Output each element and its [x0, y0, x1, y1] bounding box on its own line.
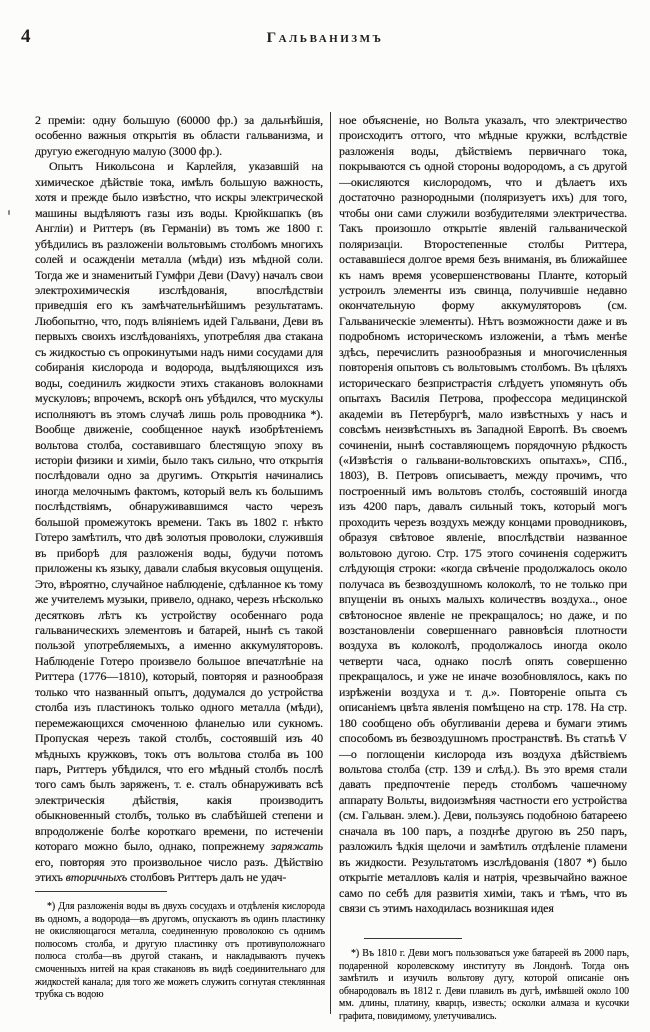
text-run: 2 преміи: одну большую (60000 фр.) за дальнѣйшія, особенно важныя открытія въ области гальванизма, и другую ежегодную малую (3000 фр.). [35, 113, 323, 158]
italic-text-run: заряжать [270, 839, 323, 854]
italic-text-run: вторичныхъ [65, 870, 128, 885]
text-run: столбовъ Риттеръ далъ не удач- [127, 870, 287, 885]
running-title: Гальванизмъ [266, 30, 384, 46]
left-footnote-rule [35, 891, 167, 892]
text-run: его, повторяя это произвольное число разъ. Дѣйствію этихъ [35, 854, 323, 885]
right-footnote: *) Въ 1810 г. Деви могъ пользоваться уже батареей въ 2000 паръ, подаренной королевскому институту въ Лондонѣ. Тогда онъ замѣтилъ и изучилъ вольтову дугу, которой описаніе онъ обнародовалъ въ 1812 г. Деви плавилъ въ дугѣ, имѣвшей около 100 мм. длины, платину, кварцъ, известь; осколки алмаза и кусочки графита, повидимому, улетучивались. [339, 948, 629, 1022]
right-column [339, 113, 627, 923]
text-run: ное объясненіе, но Вольта указалъ, что электричество происходитъ оттого, что мѣдные кружки, вслѣдствіе разложенія воды, дѣйствіемъ первичнаго тока, покрываются съ одной стороны водородомъ, а съ другой—окисляются кислородомъ, что и дѣлаетъ ихъ достаточно разнородными (поляризуетъ ихъ) для того, чтобы они сами служили возбудителями электричества. Такъ произошло открытіе явленій гальванической поляризаціи. Второстепенные столбы Риттера, остававшіеся долгое время безъ вниманія, въ ближайшее къ намъ время усовершенствованы Планте, который устроилъ элементы изъ свинца, получившіе недавно окончательную форму аккумуляторовъ (см. Гальваническіе элементы). Нѣтъ возможности даже и въ подробномъ историческомъ изложеніи, а тѣмъ менѣе здѣсь, перечислить разнообразныя и многочисленныя повторенія опытовъ съ вольтовымъ столбомъ. Въ цѣляхъ историческаго безпристрастія слѣдуетъ упомянуть объ опытахъ Василія Петрова, профессора медицинской академіи въ Петербургѣ, мало извѣстныхъ у насъ и совсѣмъ неизвѣстныхъ въ Западной Европѣ. Въ своемъ сочиненіи, нынѣ составляющемъ порядочную рѣдкость («Извѣстія о гальвани-вольтовскихъ опытахъ», СПб., 1803), В. Петровъ описываетъ, между прочимъ, что построенный имъ вольтовъ столбъ, состоявшій иногда изъ 4200 паръ, давалъ сильный токъ, который могъ проходить черезъ воздухъ между концами проводниковъ, образуя свѣтовое явленіе, впослѣдствіи названное вольтовою дугою. Стр. 175 этого сочиненія содержитъ слѣдующія строки: «когда свѣченіе продолжалось около получаса въ безвоздушномъ колоколѣ, то не только при впущеніи въ оныхъ малыхъ количествъ воздуха.., оное свѣтоносное явленіе не прекращалось; но даже, и по возстановленіи совершеннаго равновѣсія плотности воздуха въ колоколѣ, продолжалось иногда около четверти часа, однако послѣ опять совершенно прекращалось, и уже не иначе возобновлялось, какъ по изрѣженіи воздуха и т. д.». Повтореніе опыта съ описаніемъ цвѣта явленія помѣщено на стр. 178. На стр. 180 сообщено объ обугливаніи дерева и бумаги этимъ способомъ въ безвоздушномъ пространствѣ. Въ статьѣ V—о поглощеніи кислорода изъ воздуха дѣйствіемъ вольтова столба (стр. 139 и слѣд.). Въ это время стали давать предпочтеніе передъ столбомъ чашечному аппарату Вольты, видоизмѣняя частности его устройства (см. Гальван. элем.). Деви, пользуясь подобною батареею сначала въ 100 паръ, а позднѣе другою въ 250 паръ, разложилъ ѣдкія щелочи и замѣтилъ отдѣленіе пламени въ жидкости. Результатомъ изслѣдованія (1807 *) было открытіе металловъ калія и натрія, чрезвычайно важное само по себѣ для развитія химіи, такъ и тѣмъ, что въ связи съ этимъ находилась возникшая идея [339, 113, 627, 916]
column-divider-rule [330, 112, 331, 1014]
page-number: 4 [21, 26, 31, 47]
paragraph [35, 113, 323, 159]
left-column [35, 113, 323, 887]
right-footnote-rule [364, 938, 462, 939]
paragraph [35, 159, 323, 885]
left-footnote: *) Для разложенія воды въ двухъ сосудахъ и отдѣленія кислорода въ одномъ, а водорода—въ другомъ, опускаютъ въ одинъ пластинку не окисляющагося металла, соединенную проволокою съ однимъ полюсомъ столба, и другую пластинку отъ противуположнаго полюса столба—въ другой стаканъ, и накладываютъ пучекъ смоченныхъ нитей на края стакановъ въ видѣ соединительнаго для жидкостей канала; для того же можетъ служить согнутая стеклянная трубка съ водою [35, 901, 325, 1001]
text-run: Опытъ Никольсона и Карлейля, указавшій на химическое дѣйствіе тока, имѣлъ большую важность, хотя и прежде было извѣстно, что искры электрической машины выдѣляютъ газы изъ воды. Крюйкшапкъ (въ Англіи) и Риттеръ (въ Германіи) въ томъ же 1800 г. убѣдились въ разложеніи вольтовымъ столбомъ многихъ солей и осажденіи металла (мѣди) изъ мѣдной соли. Тогда же и знаменитый Гумфри Деви (Davy) началъ свои электрохимическія изслѣдованія, впослѣдствіи приведшія его къ замѣчательнѣйшимъ результатамъ. Любопытно, что, подъ вліяніемъ идей Гальвани, Деви въ первыхъ своихъ изслѣдованіяхъ, употребляя два стакана съ жидкостью съ опрокинутыми надъ ними сосудами для собиранія кислорода и водорода, выдѣляющихся изъ воды, соединилъ жидкости этихъ стакановъ волокнами мускуловъ; впрочемъ, вскорѣ онъ убѣдился, что мускулы исполняютъ въ этомъ случаѣ лишь роль проводника *). Вообще движеніе, сообщенное наукѣ изобрѣтеніемъ вольтова столба, составившаго блестящую эпоху въ исторіи физики и химіи, было такъ сильно, что открытія послѣдовали одно за другимъ. Открытія начинались иногда мелочнымъ фактомъ, который велъ къ большимъ послѣдствіямъ, обнаруживавшимся часто черезъ большой промежутокъ времени. Такъ въ 1802 г. нѣкто Готеро замѣтилъ, что двѣ золотыя проволоки, служившія въ приборѣ для разложенія воды, будучи потомъ приложены къ языку, давали слабыя вкусовыя ощущенія. Это, вѣроятно, случайное наблюденіе, сдѣланное къ тому же учителемъ музыки, привело, однако, черезъ нѣсколько десятковъ лѣтъ къ устройству особеннаго рода гальваническихъ элементовъ и батарей, нынѣ съ такой пользой употребляемыхъ, а именно аккумуляторовъ. Наблюденіе Готеро произвело большое впечатлѣніе на Риттера (1776—1810), который, повторяя и разнообразя только что названный опытъ, додумался до устройства столба изъ пластинокъ только одного металла (мѣди), перемежающихся смоченною фланелью или сукномъ. Пропуская черезъ такой столбъ, состоявшій изъ 40 мѣдныхъ кружковъ, токъ отъ вольтова столба въ 100 паръ, Риттеръ убѣдился, что его мѣдный столбъ послѣ того самъ былъ заряженъ, т. е. сталъ обнаруживать всѣ электрическія дѣйствія, какія производитъ обыкновенный столбъ, только въ слабѣйшей степени и впродолженіе болѣе короткаго времени, по истеченіи котораго можно было, однако, попрежнему [35, 159, 323, 854]
scan-speck [8, 210, 10, 215]
paragraph [339, 113, 627, 917]
